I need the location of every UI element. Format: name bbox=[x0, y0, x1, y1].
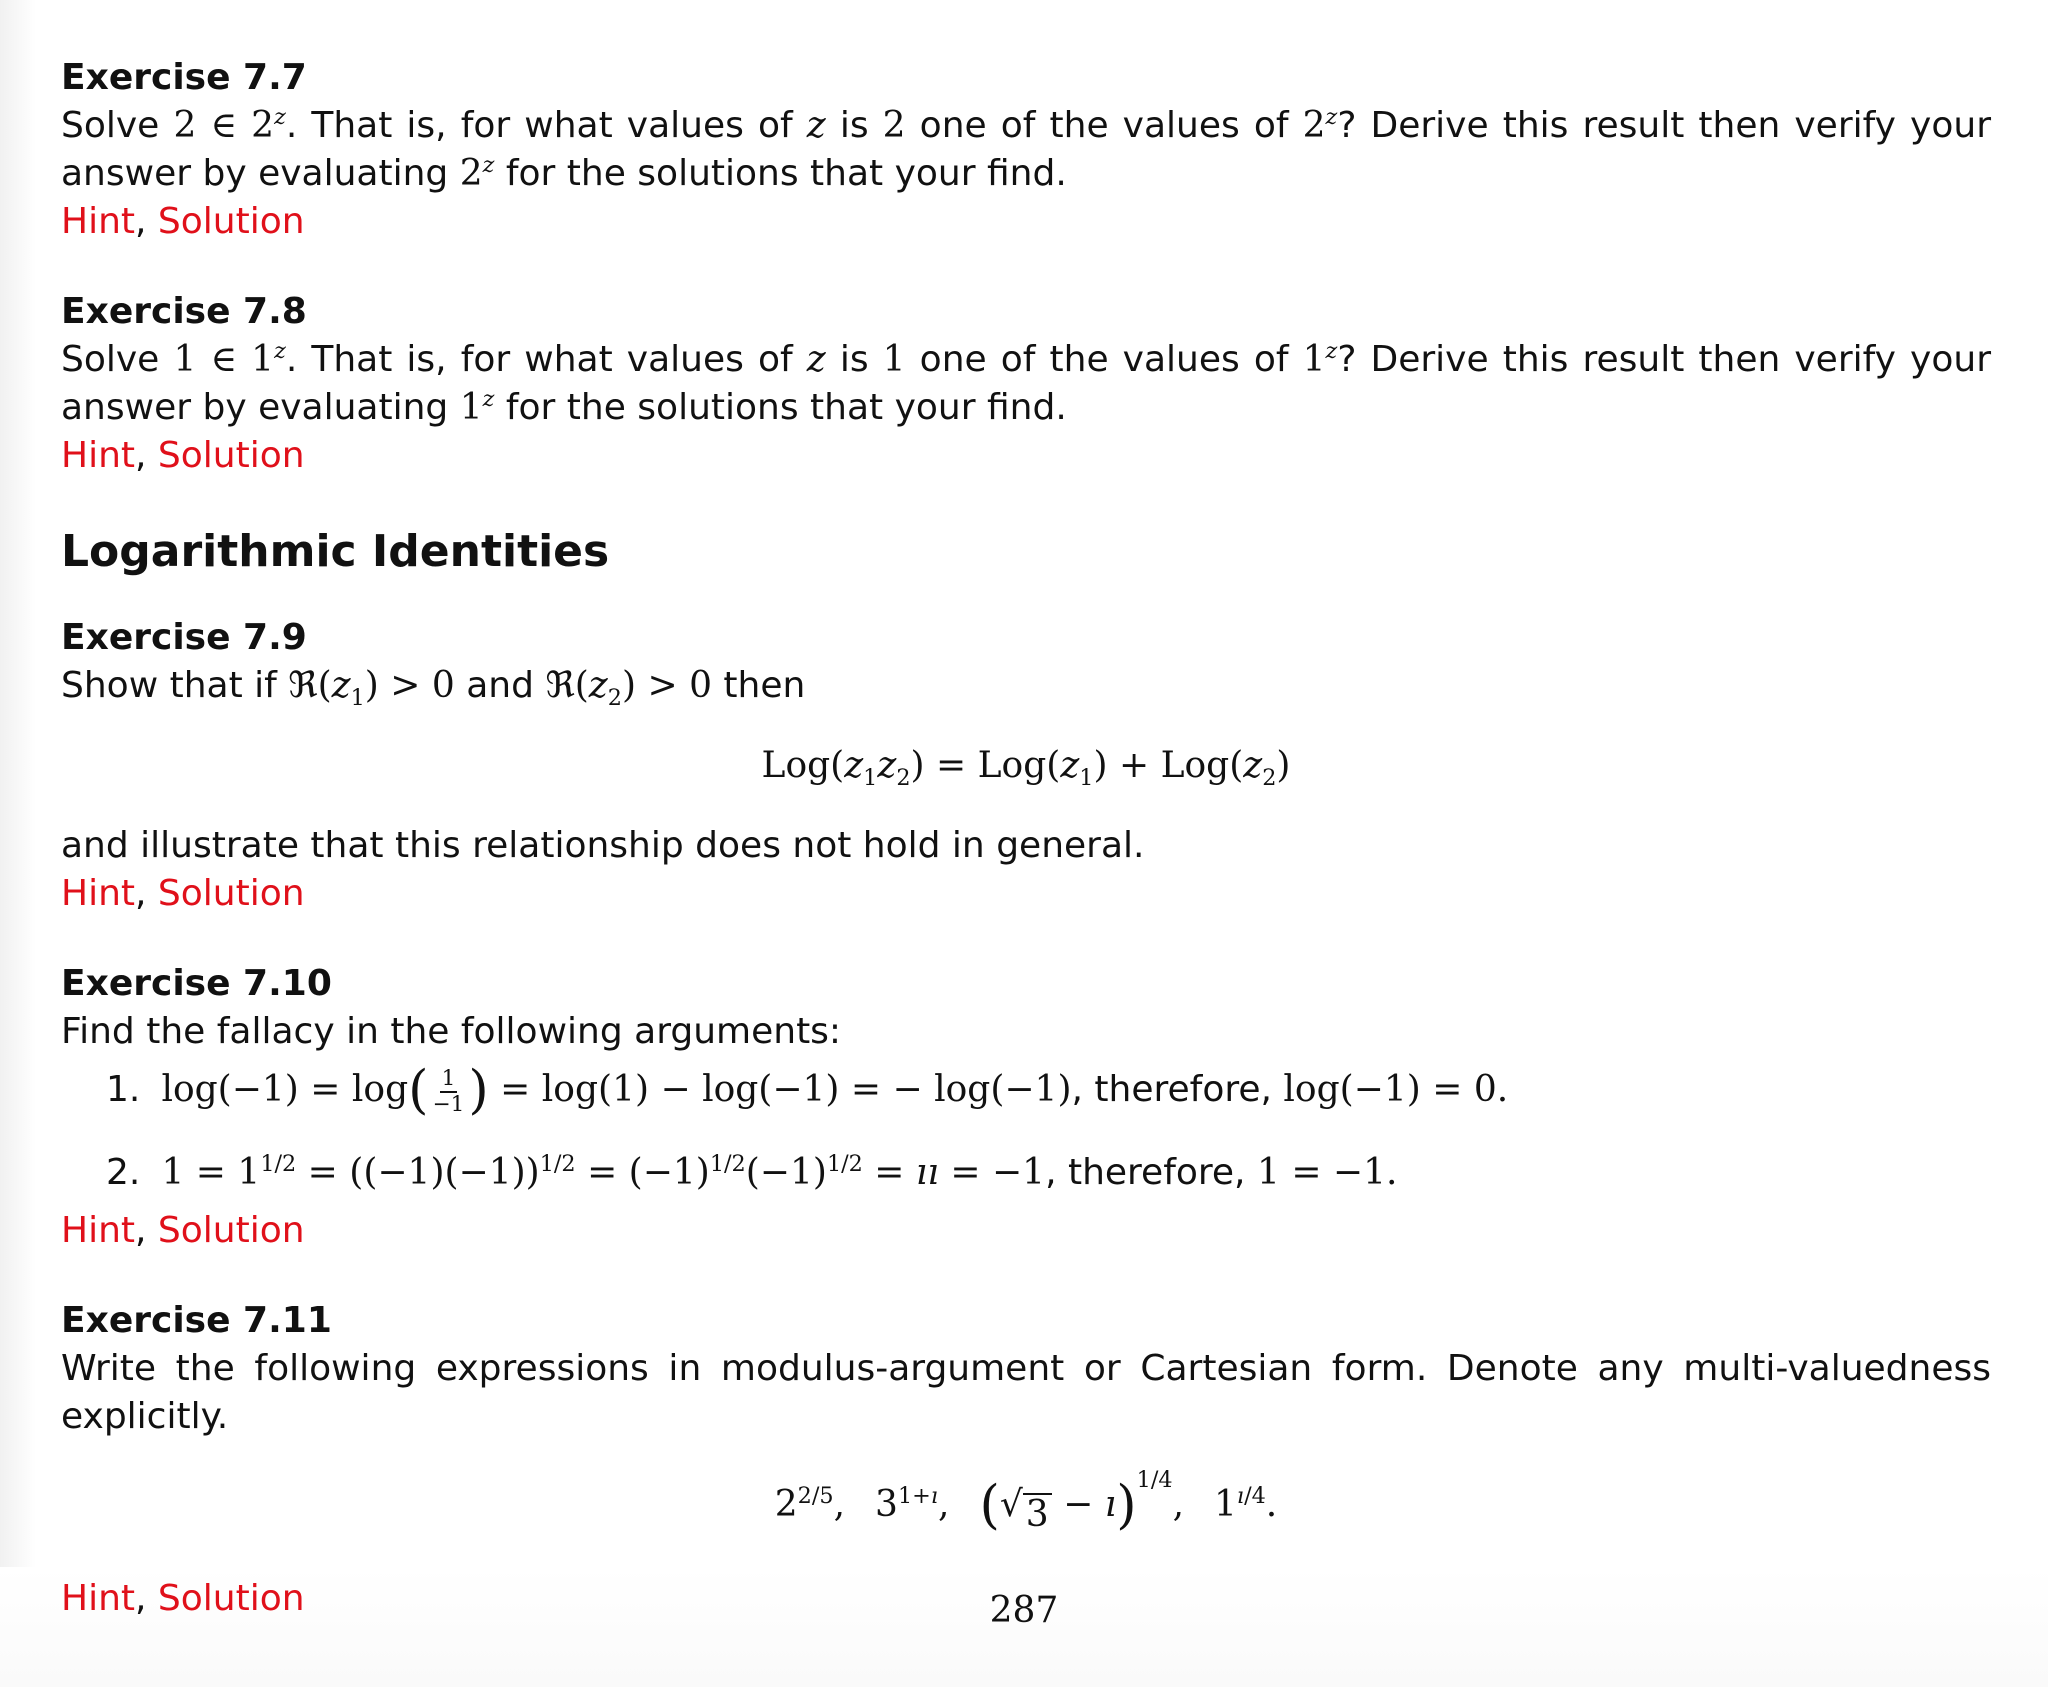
exercise-title: Exercise 7.11 bbox=[61, 1299, 332, 1341]
text-is: is bbox=[839, 105, 869, 146]
math-fallacy-2: $1 = 1^{1/2} = ((-1)(-1))^{1/2} = (-1)^{1/2}(-1)^{1/2}$ = ıı = −1 bbox=[161, 1150, 1046, 1193]
math-membership: 1 ∈ 1$^z$ bbox=[173, 338, 286, 380]
math-fallacy-1-conclusion: log(−1) = 0. bbox=[1283, 1069, 1509, 1110]
exercise-7-8 bbox=[61, 288, 1991, 480]
math-base: 1 bbox=[459, 387, 483, 428]
hint-solution-links bbox=[61, 1207, 1991, 1255]
link-separator: , bbox=[135, 1578, 147, 1619]
math-membership: 2 ∈ 2$^z$ bbox=[173, 104, 286, 146]
list-item bbox=[106, 1149, 1991, 1197]
page-content bbox=[61, 54, 1991, 1665]
math-num: 2 bbox=[173, 105, 197, 146]
list-item-number: 2. bbox=[106, 1151, 141, 1193]
hint-link[interactable]: Hint bbox=[61, 1209, 136, 1251]
math-exponent: z bbox=[1325, 338, 1338, 364]
fallacy-list bbox=[106, 1060, 1991, 1197]
link-separator: , bbox=[135, 873, 147, 914]
exercise-7-11 bbox=[61, 1297, 1991, 1623]
hint-link[interactable]: Hint bbox=[61, 1578, 136, 1619]
math-power bbox=[460, 153, 495, 194]
solution-link[interactable]: Solution bbox=[157, 873, 305, 914]
hint-link[interactable]: Hint bbox=[61, 201, 136, 242]
solution-link[interactable]: Solution bbox=[157, 201, 305, 242]
math-exponent: z bbox=[274, 338, 286, 364]
math-exponent: z bbox=[482, 152, 495, 178]
math-real-part-condition-1: $ℜ(z_1) > 0$ bbox=[288, 665, 455, 712]
math-num: 1 bbox=[882, 339, 906, 380]
exercise-title: Exercise 7.10 bbox=[61, 963, 332, 1004]
section-heading: Logarithmic Identities bbox=[61, 526, 610, 577]
math-base: 2 bbox=[1302, 105, 1326, 146]
math-power bbox=[1303, 105, 1338, 146]
exercise-text bbox=[61, 102, 1991, 198]
exercise-7-10 bbox=[61, 960, 1991, 1255]
list-item bbox=[106, 1060, 1991, 1121]
text-that-is: . That is, for what values of bbox=[285, 339, 793, 380]
page-edge-shadow bbox=[0, 0, 36, 1687]
math-base: 1 bbox=[251, 339, 275, 380]
list-item-number: 1. bbox=[106, 1069, 141, 1110]
solution-link[interactable]: Solution bbox=[157, 1578, 305, 1619]
text-derive: ? Derive this result then verify your answer by evaluating bbox=[61, 339, 1992, 428]
hint-link[interactable]: Hint bbox=[61, 435, 136, 476]
text-show-that: Show that if bbox=[61, 665, 277, 706]
exercise-title: Exercise 7.7 bbox=[61, 57, 307, 98]
math-real-part-condition-2: $ℜ(z_2) > 0$ bbox=[545, 665, 712, 712]
link-separator: , bbox=[135, 201, 147, 242]
hint-solution-links bbox=[61, 198, 1991, 246]
math-num: 1 bbox=[173, 339, 197, 380]
text-therefore: , therefore, bbox=[1045, 1151, 1246, 1193]
exercise-text bbox=[61, 336, 1991, 432]
exercise-text: Write the following expressions in modulus-argument or Cartesian form. Denote any multi-valuedness explicitly. bbox=[61, 1347, 1991, 1437]
math-base: 2 bbox=[459, 153, 483, 194]
link-separator: , bbox=[135, 435, 147, 476]
text-derive: ? Derive this result then verify your answer by evaluating bbox=[61, 105, 1992, 194]
math-base: 2 bbox=[251, 105, 275, 146]
text-is: is bbox=[839, 339, 869, 380]
math-exponent: z bbox=[482, 386, 495, 412]
math-exponent: z bbox=[1325, 104, 1338, 130]
text-one-of: one of the values of bbox=[919, 105, 1289, 146]
exercise-title: Exercise 7.9 bbox=[61, 617, 307, 658]
hint-solution-links bbox=[61, 870, 1991, 918]
hint-solution-links bbox=[61, 432, 1991, 480]
exercise-7-9 bbox=[61, 614, 1991, 918]
math-exponent: z bbox=[274, 104, 286, 130]
page-number: 287 bbox=[989, 1590, 1059, 1631]
exercise-text: Find the fallacy in the following arguments: bbox=[61, 1011, 842, 1052]
text-and: and bbox=[466, 665, 534, 706]
text-for-solutions: for the solutions that your find. bbox=[505, 153, 1067, 194]
math-power bbox=[1303, 339, 1338, 380]
text-for-solutions: for the solutions that your find. bbox=[505, 387, 1067, 428]
text-then: then bbox=[723, 665, 806, 706]
math-power bbox=[460, 387, 495, 428]
math-expressions: $2^{2/5}$, $3^{1+ı}$, (√ 3 − ı)$^{1/4}$, $1^{ı/4}$. bbox=[774, 1466, 1278, 1536]
text-solve: Solve bbox=[61, 339, 160, 380]
math-fallacy-1: log(−1) = log( $\frac{1}{-1}$ ) = log(1) − log(−1) = − log(−1) bbox=[161, 1060, 1072, 1121]
solution-link[interactable]: Solution bbox=[157, 435, 305, 476]
math-log-identity: $Log(z_1z_2) = Log(z_1) + Log(z_2)$ bbox=[761, 745, 1291, 792]
text-therefore: , therefore, bbox=[1071, 1069, 1272, 1110]
exercise-title: Exercise 7.8 bbox=[61, 291, 307, 332]
math-var: z bbox=[806, 339, 826, 380]
math-base: 1 bbox=[1302, 339, 1326, 380]
math-var: z bbox=[806, 105, 826, 146]
text-that-is: . That is, for what values of bbox=[285, 105, 793, 146]
hint-link[interactable]: Hint bbox=[61, 873, 136, 914]
math-num: 2 bbox=[882, 105, 906, 146]
exercise-text-continued: and illustrate that this relationship does not hold in general. bbox=[61, 825, 1145, 866]
text-one-of: one of the values of bbox=[919, 339, 1289, 380]
solution-link[interactable]: Solution bbox=[157, 1209, 305, 1251]
exercise-7-7 bbox=[61, 54, 1991, 246]
exercise-text bbox=[61, 662, 1991, 710]
text-solve: Solve bbox=[61, 105, 160, 146]
math-fallacy-2-conclusion: 1 = −1. bbox=[1256, 1151, 1398, 1193]
link-separator: , bbox=[135, 1209, 147, 1251]
